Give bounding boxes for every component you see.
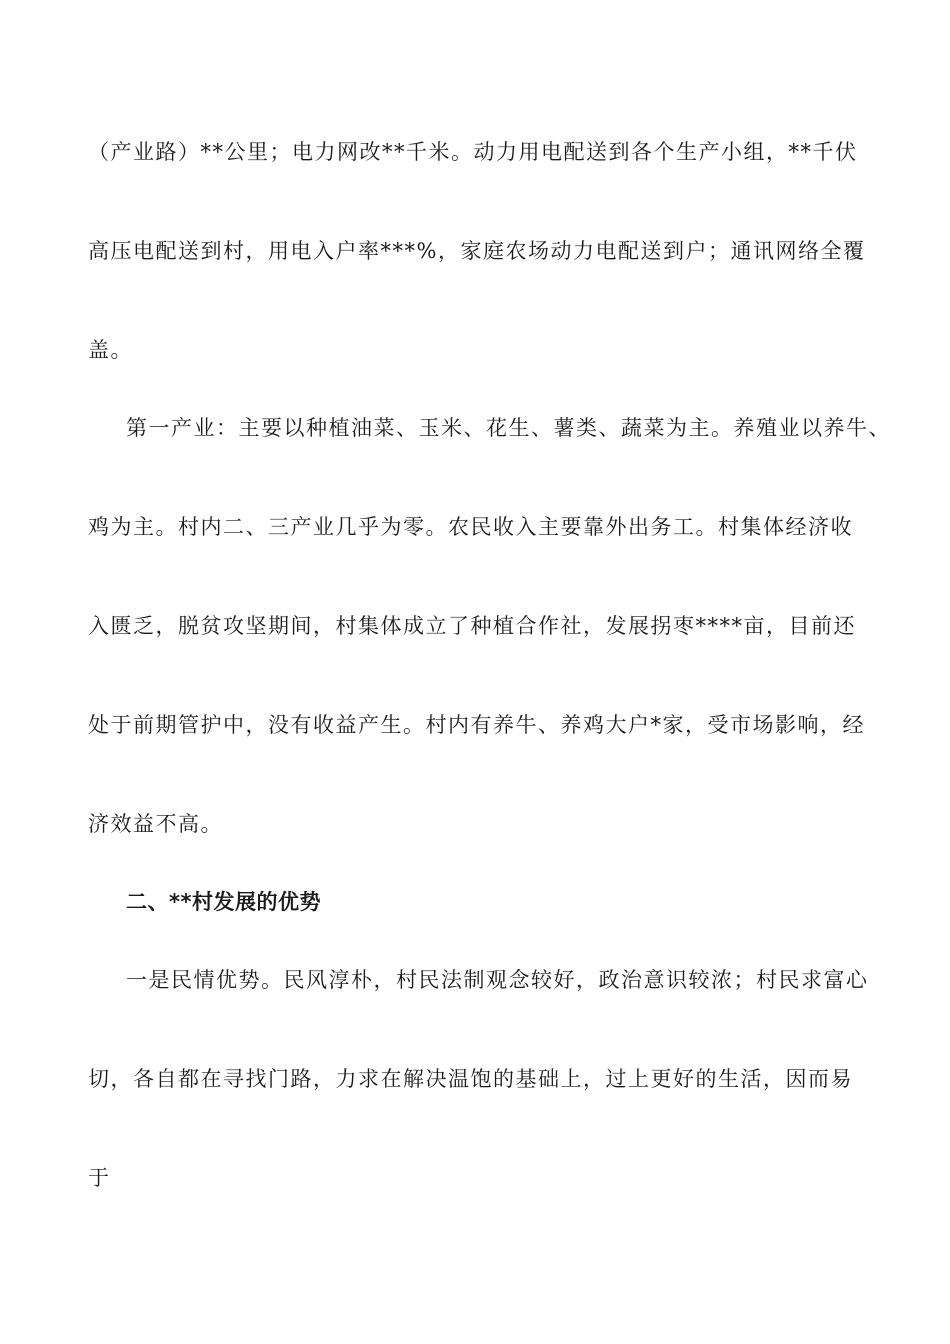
paragraph-line: 济效益不高。 xyxy=(88,812,223,836)
paragraph-line: 盖。 xyxy=(88,338,133,362)
paragraph-line: 处于前期管护中，没有收益产生。村内有养牛、养鸡大户*家，受市场影响，经 xyxy=(88,713,865,737)
paragraph-line: 于 xyxy=(88,1166,111,1190)
paragraph-line: 鸡为主。村内二、三产业几乎为零。农民收入主要靠外出务工。村集体经济收 xyxy=(88,515,853,539)
paragraph-line: 第一产业：主要以种植油菜、玉米、花生、薯类、蔬菜为主。养殖业以养牛、 xyxy=(126,416,891,440)
paragraph-line: （产业路）**公里；电力网改**千米。动力用电配送到各个生产小组，**千伏 xyxy=(88,140,858,164)
paragraph-line: 入匮乏，脱贫攻坚期间，村集体成立了种植合作社，发展拐枣****亩，目前还 xyxy=(88,614,856,638)
paragraph-line: 一是民情优势。民风淳朴，村民法制观念较好，政治意识较浓；村民求富心 xyxy=(126,968,869,992)
section-heading: 二、**村发展的优势 xyxy=(126,890,321,914)
paragraph-line: 高压电配送到村，用电入户率***%，家庭农场动力电配送到户；通讯网络全覆 xyxy=(88,239,866,263)
paragraph-line: 切，各自都在寻找门路，力求在解决温饱的基础上，过上更好的生活，因而易 xyxy=(88,1067,853,1091)
